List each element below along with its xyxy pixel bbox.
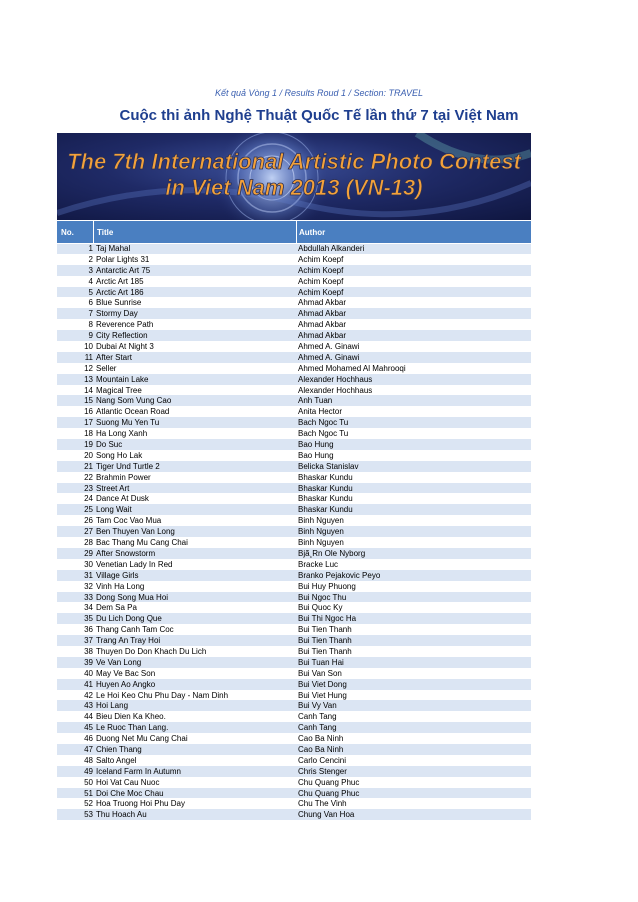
row-title: Le Ruoc Than Lang. — [96, 723, 169, 733]
header-title: Title — [97, 228, 114, 237]
table-row — [57, 494, 531, 505]
row-author: Bui Ngoc Thu — [298, 592, 347, 602]
row-title: Village Girls — [96, 570, 139, 580]
header-author: Author — [299, 228, 326, 237]
row-title: Chien Thang — [96, 744, 142, 754]
row-author: Belicka Stanislav — [298, 461, 359, 471]
table-row — [57, 342, 531, 353]
row-author: Ahmed Mohamed Al Mahrooqi — [298, 363, 406, 373]
table-row — [57, 255, 531, 266]
row-number: 13 — [84, 374, 93, 384]
row-author: Achim Koepf — [298, 265, 344, 275]
table-row — [57, 756, 531, 767]
row-number: 44 — [84, 712, 93, 722]
row-number: 38 — [84, 646, 93, 656]
row-author: Bao Hung — [298, 450, 334, 460]
row-number: 24 — [84, 494, 93, 504]
row-title: Duong Net Mu Cang Chai — [96, 734, 188, 744]
table-row — [57, 767, 531, 778]
row-author: Achim Koepf — [298, 287, 344, 297]
row-number: 34 — [84, 603, 93, 613]
row-author: Bui Vy Van — [298, 701, 337, 711]
table-row — [57, 244, 531, 255]
row-author: Chu Quang Phuc — [298, 788, 360, 798]
row-author: Bhaskar Kundu — [298, 472, 353, 482]
row-number: 8 — [88, 320, 93, 330]
row-title: Dong Song Mua Hoi — [96, 592, 169, 602]
row-title: Le Hoi Keo Chu Phu Day - Nam Dinh — [96, 690, 229, 700]
row-number: 12 — [84, 363, 93, 373]
row-number: 37 — [84, 636, 93, 646]
row-title: After Start — [96, 352, 133, 362]
table-row — [57, 298, 531, 309]
row-author: Ahmad Akbar — [298, 320, 347, 330]
row-author: Cao Ba Ninh — [298, 744, 344, 754]
row-number: 42 — [84, 690, 93, 700]
row-author: Bui Tien Thanh — [298, 625, 352, 635]
row-title: Ha Long Xanh — [96, 429, 148, 439]
row-title: Thang Canh Tam Coc — [96, 625, 174, 635]
row-title: Atlantic Ocean Road — [96, 407, 170, 417]
table-row — [57, 636, 531, 647]
row-author: Alexander Hochhaus — [298, 385, 373, 395]
row-title: City Reflection — [96, 331, 148, 341]
row-author: Canh Tang — [298, 723, 337, 733]
row-author: Bui Viet Dong — [298, 679, 347, 689]
row-title: Polar Lights 31 — [96, 254, 150, 264]
row-title: May Ve Bac Son — [96, 668, 156, 678]
table-row — [57, 625, 531, 636]
table-row — [57, 712, 531, 723]
row-number: 39 — [84, 657, 93, 667]
row-author: Bui Huy Phuong — [298, 581, 356, 591]
row-author: Bhaskar Kundu — [298, 483, 353, 493]
row-author: Bui Tien Thanh — [298, 636, 352, 646]
row-title: Hoi Vat Cau Nuoc — [96, 777, 160, 787]
page-title: Cuộc thi ảnh Nghệ Thuật Quốc Tế lần thứ 7 tại Việt Nam — [119, 107, 519, 124]
table-row — [57, 505, 531, 516]
row-author: Canh Tang — [298, 712, 337, 722]
row-number: 27 — [84, 527, 93, 537]
row-author: Abdullah Alkanderi — [298, 244, 365, 253]
table-row — [57, 320, 531, 331]
table-row — [57, 745, 531, 756]
row-number: 23 — [84, 483, 93, 493]
row-author: Achim Koepf — [298, 254, 344, 264]
row-title: Stormy Day — [96, 309, 138, 319]
table-row — [57, 560, 531, 571]
row-number: 15 — [84, 396, 93, 406]
row-author: Ahmed A. Ginawi — [298, 342, 360, 352]
table-body — [57, 244, 531, 821]
row-title: Venetian Lady In Red — [96, 559, 173, 569]
row-author: Bach Ngoc Tu — [298, 429, 349, 439]
row-author: Bui Thi Ngoc Ha — [298, 614, 357, 624]
row-number: 26 — [84, 516, 93, 526]
banner-line1: The 7th International Artistic Photo Contest — [67, 149, 521, 174]
table-row — [57, 462, 531, 473]
row-number: 50 — [84, 777, 93, 787]
row-title: Bieu Dien Ka Kheo. — [96, 712, 166, 722]
row-author: Binh Nguyen — [298, 527, 344, 537]
row-number: 48 — [84, 755, 93, 765]
row-number: 21 — [84, 461, 93, 471]
table-row — [57, 407, 531, 418]
header-no: No. — [61, 228, 74, 237]
row-title: Seller — [96, 363, 117, 373]
table-row — [57, 331, 531, 342]
table-row — [57, 538, 531, 549]
row-title: Hoa Truong Hoi Phu Day — [96, 799, 185, 809]
row-author: Bui Van Son — [298, 668, 342, 678]
row-author: Anh Tuan — [298, 396, 333, 406]
row-author: Bhaskar Kundu — [298, 505, 353, 515]
row-title: Doi Che Moc Chau — [96, 788, 164, 798]
table-row — [57, 789, 531, 800]
row-number: 45 — [84, 723, 93, 733]
row-title: Reverence Path — [96, 320, 154, 330]
row-number: 5 — [88, 287, 93, 297]
table-row — [57, 429, 531, 440]
row-title: Dem Sa Pa — [96, 603, 137, 613]
row-title: Long Wait — [96, 505, 132, 515]
row-number: 30 — [84, 559, 93, 569]
row-number: 25 — [84, 505, 93, 515]
row-number: 20 — [84, 450, 93, 460]
row-author: Anita Hector — [298, 407, 343, 417]
row-number: 40 — [84, 668, 93, 678]
table-row — [57, 364, 531, 375]
row-author: Bjã¸Rn Ole Nyborg — [298, 548, 366, 558]
row-number: 49 — [84, 766, 93, 776]
row-author: Alexander Hochhaus — [298, 374, 373, 384]
row-author: Ahmad Akbar — [298, 309, 347, 319]
row-title: Tiger Und Turtle 2 — [96, 461, 160, 471]
table-row — [57, 277, 531, 288]
table-row — [57, 375, 531, 386]
row-author: Bui Tuan Hai — [298, 657, 344, 667]
table-row — [57, 647, 531, 658]
row-author: Bracke Luc — [298, 559, 339, 569]
row-number: 2 — [88, 254, 93, 264]
row-author: Chung Van Hoa — [298, 810, 355, 820]
table-row — [57, 778, 531, 789]
table-row — [57, 484, 531, 495]
table-row — [57, 669, 531, 680]
row-author: Bui Viet Hung — [298, 690, 347, 700]
row-author: Bhaskar Kundu — [298, 494, 353, 504]
row-number: 16 — [84, 407, 93, 417]
table-row — [57, 691, 531, 702]
row-number: 46 — [84, 734, 93, 744]
table-row — [57, 440, 531, 451]
row-title: Blue Sunrise — [96, 298, 142, 308]
row-author: Bach Ngoc Tu — [298, 418, 349, 428]
row-number: 14 — [84, 385, 93, 395]
row-number: 4 — [88, 276, 93, 286]
table-row — [57, 582, 531, 593]
row-title: Arctic Art 186 — [96, 287, 144, 297]
row-title: Dubai At Night 3 — [96, 342, 154, 352]
row-title: Salto Angel — [96, 755, 137, 765]
table-row — [57, 418, 531, 429]
row-author: Achim Koepf — [298, 276, 344, 286]
table-row — [57, 603, 531, 614]
row-number: 53 — [84, 810, 93, 820]
table-row — [57, 734, 531, 745]
row-number: 18 — [84, 429, 93, 439]
table-row — [57, 680, 531, 691]
row-author: Ahmad Akbar — [298, 331, 347, 341]
row-title: Vinh Ha Long — [96, 581, 145, 591]
row-number: 3 — [88, 265, 93, 275]
table-row — [57, 386, 531, 397]
results-subtitle: Kết quả Vòng 1 / Results Roud 1 / Section: TRAVEL — [214, 88, 424, 98]
table-header — [57, 221, 531, 243]
row-number: 31 — [84, 570, 93, 580]
row-number: 43 — [84, 701, 93, 711]
row-title: Song Ho Lak — [96, 450, 143, 460]
row-number: 6 — [88, 298, 93, 308]
row-title: Trang An Tray Hoi — [96, 636, 161, 646]
row-number: 9 — [88, 331, 93, 341]
table-row — [57, 527, 531, 538]
row-author: Bui Tien Thanh — [298, 646, 352, 656]
row-title: Hoi Lang — [96, 701, 129, 711]
row-author: Chris Stenger — [298, 766, 347, 776]
row-author: Bui Quoc Ky — [298, 603, 343, 613]
row-author: Ahmad Akbar — [298, 298, 347, 308]
row-number: 47 — [84, 744, 93, 754]
row-number: 28 — [84, 538, 93, 548]
table-row — [57, 614, 531, 625]
row-title: Ben Thuyen Van Long — [96, 527, 175, 537]
row-number: 17 — [84, 418, 93, 428]
table-row — [57, 309, 531, 320]
row-number: 41 — [84, 679, 93, 689]
row-author: Ahmed A. Ginawi — [298, 352, 360, 362]
row-number: 10 — [84, 342, 93, 352]
table-row — [57, 396, 531, 407]
row-number: 22 — [84, 472, 93, 482]
row-author: Chu Quang Phuc — [298, 777, 360, 787]
table-row — [57, 266, 531, 277]
row-number: 32 — [84, 581, 93, 591]
table-row — [57, 549, 531, 560]
row-title: Do Suc — [96, 440, 123, 450]
row-title: Suong Mu Yen Tu — [96, 418, 160, 428]
banner-art — [57, 133, 531, 220]
row-title: Tam Coc Vao Mua — [96, 516, 162, 526]
row-author: Carlo Cencini — [298, 755, 347, 765]
row-number: 52 — [84, 799, 93, 809]
row-author: Binh Nguyen — [298, 538, 344, 548]
row-title: Thu Hoach Au — [96, 810, 147, 820]
row-title: Bac Thang Mu Cang Chai — [96, 538, 188, 548]
table-row — [57, 353, 531, 364]
table-row — [57, 288, 531, 299]
row-title: Iceland Farm In Autumn — [96, 766, 181, 776]
row-number: 11 — [84, 352, 93, 362]
row-title: Ve Van Long — [96, 657, 142, 667]
row-title: Nang Som Vung Cao — [96, 396, 172, 406]
table-row — [57, 658, 531, 669]
results-table — [57, 221, 531, 821]
row-title: Mountain Lake — [96, 374, 149, 384]
row-title: Taj Mahal — [96, 244, 131, 253]
row-title: Street Art — [96, 483, 130, 493]
row-title: Antarctic Art 75 — [96, 265, 151, 275]
row-number: 19 — [84, 440, 93, 450]
row-title: Magical Tree — [96, 385, 142, 395]
table-row — [57, 810, 531, 821]
row-number: 36 — [84, 625, 93, 635]
row-author: Cao Ba Ninh — [298, 734, 344, 744]
row-title: Brahmin Power — [96, 472, 151, 482]
row-number: 51 — [84, 788, 93, 798]
row-author: Bao Hung — [298, 440, 334, 450]
row-number: 35 — [84, 614, 93, 624]
row-title: Thuyen Do Don Khach Du Lich — [96, 646, 207, 656]
row-number: 1 — [88, 244, 93, 253]
table-row — [57, 593, 531, 604]
table-row — [57, 799, 531, 810]
table-row — [57, 473, 531, 484]
row-author: Chu The Vinh — [298, 799, 347, 809]
row-number: 29 — [84, 548, 93, 558]
row-number: 33 — [84, 592, 93, 602]
banner-line2: in Viet Nam 2013 (VN-13) — [165, 175, 423, 200]
row-title: After Snowstorm — [96, 548, 156, 558]
table-row — [57, 701, 531, 712]
contest-banner — [57, 133, 531, 220]
table-row — [57, 516, 531, 527]
table-row — [57, 571, 531, 582]
row-title: Huyen Ao Angko — [96, 679, 156, 689]
row-title: Arctic Art 185 — [96, 276, 144, 286]
row-author: Branko Pejakovic Peyo — [298, 570, 381, 580]
row-title: Du Lich Dong Que — [96, 614, 162, 624]
table-row — [57, 723, 531, 734]
row-author: Binh Nguyen — [298, 516, 344, 526]
row-number: 7 — [88, 309, 93, 319]
table-row — [57, 451, 531, 462]
row-title: Dance At Dusk — [96, 494, 149, 504]
